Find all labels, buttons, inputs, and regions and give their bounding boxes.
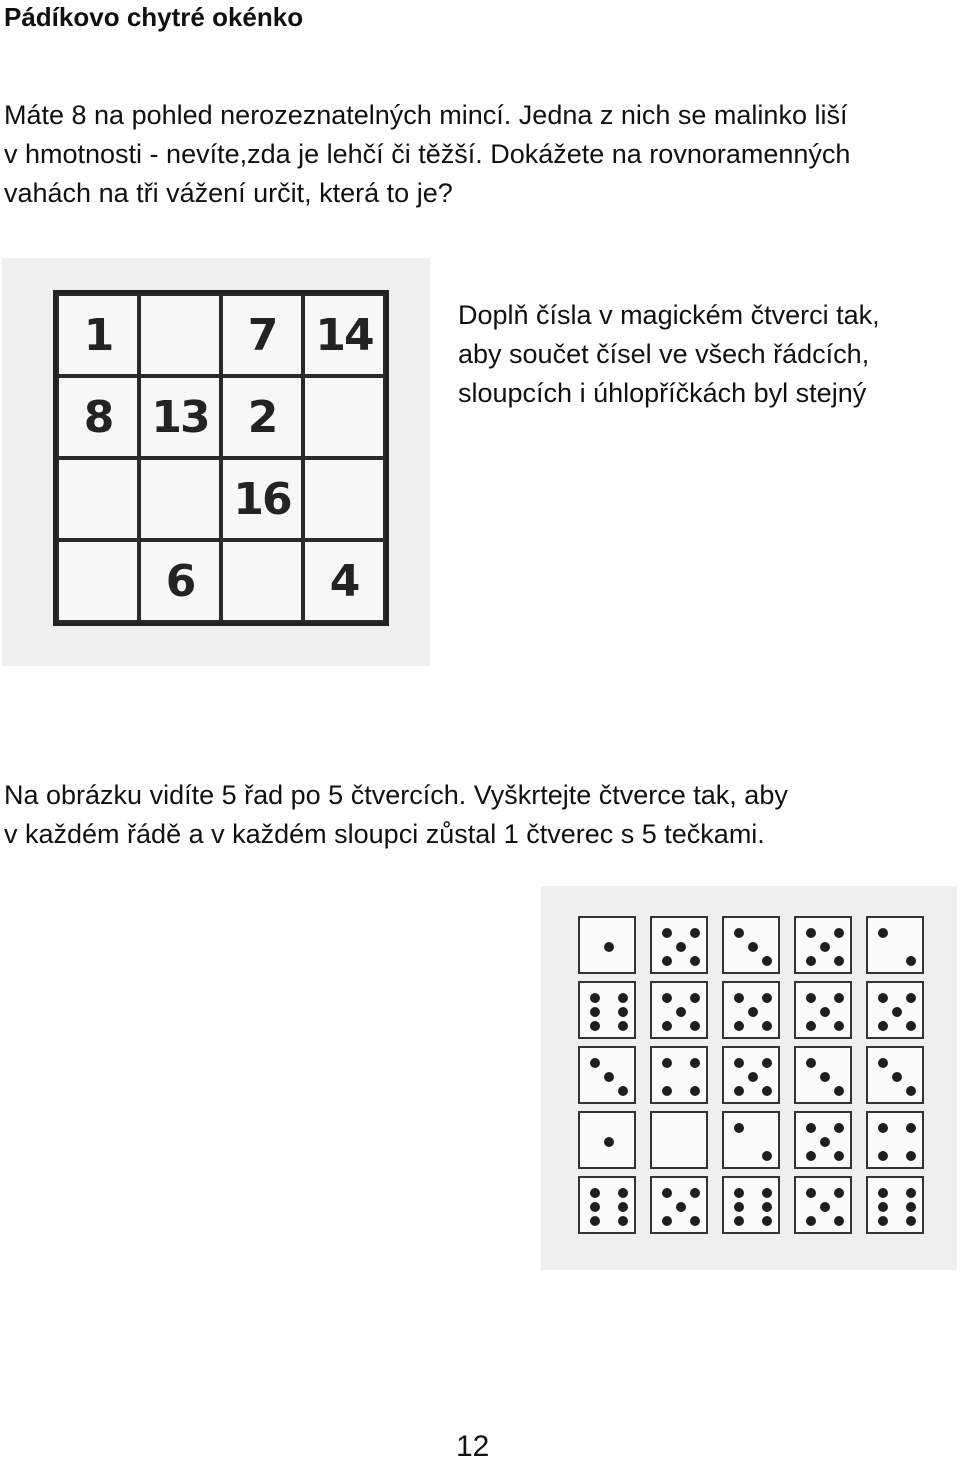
die-pip [590, 993, 600, 1003]
die-pip [906, 1086, 916, 1096]
die-pip [734, 1202, 744, 1212]
die-pip [762, 1021, 772, 1031]
magic-square-line: sloupcích i úhlopříčkách byl stejný [458, 378, 867, 408]
magic-square-cell[interactable] [303, 458, 385, 540]
die-pip [690, 1188, 700, 1198]
die-pip [690, 1086, 700, 1096]
die-pip [878, 1151, 888, 1161]
die-pip [834, 956, 844, 966]
die-pip [834, 1151, 844, 1161]
die-pip [618, 1216, 628, 1226]
die-pip [762, 1216, 772, 1226]
die-pip [762, 993, 772, 1003]
magic-square-cell[interactable]: 7 [221, 294, 303, 376]
die-pip [820, 1202, 830, 1212]
die-pip [878, 1202, 888, 1212]
die-pip [878, 928, 888, 938]
die-pip [734, 1123, 744, 1133]
die-pip [676, 1202, 686, 1212]
die-pip [806, 928, 816, 938]
die-pip [762, 1202, 772, 1212]
die-pip [820, 1137, 830, 1147]
die-square[interactable] [722, 1176, 780, 1234]
die-pip [762, 1058, 772, 1068]
die-pip [734, 1021, 744, 1031]
die-pip [906, 1151, 916, 1161]
die-pip [906, 1188, 916, 1198]
die-pip [878, 1188, 888, 1198]
magic-square-cell[interactable]: 4 [303, 540, 385, 622]
die-pip [734, 1216, 744, 1226]
die-pip [690, 1216, 700, 1226]
die-square[interactable] [866, 1111, 924, 1169]
die-pip [662, 928, 672, 938]
die-pip [834, 993, 844, 1003]
die-pip [734, 1086, 744, 1096]
dice-grid [578, 916, 924, 1234]
die-pip [834, 1188, 844, 1198]
die-pip [690, 1058, 700, 1068]
die-pip [906, 956, 916, 966]
die-pip [806, 956, 816, 966]
page-title: Pádíkovo chytré okénko [4, 2, 304, 32]
magic-square-line: Doplň čísla v magickém čtverci tak, [458, 300, 880, 330]
die-square[interactable] [650, 1176, 708, 1234]
die-square[interactable] [866, 916, 924, 974]
die-square[interactable] [578, 916, 636, 974]
die-pip [690, 928, 700, 938]
die-pip [662, 1188, 672, 1198]
die-pip [662, 1216, 672, 1226]
die-square[interactable] [722, 916, 780, 974]
die-pip [834, 1216, 844, 1226]
die-pip [906, 1123, 916, 1133]
die-square[interactable] [722, 1046, 780, 1104]
die-pip [748, 942, 758, 952]
magic-square-text [458, 296, 880, 413]
die-square[interactable] [578, 1176, 636, 1234]
die-pip [690, 993, 700, 1003]
die-pip [762, 1188, 772, 1198]
die-pip [734, 993, 744, 1003]
die-pip [618, 1007, 628, 1017]
die-square[interactable] [578, 1046, 636, 1104]
die-pip [834, 1021, 844, 1031]
die-pip [806, 1151, 816, 1161]
die-pip [662, 956, 672, 966]
die-pip [662, 1021, 672, 1031]
magic-square-cell[interactable]: 6 [139, 540, 221, 622]
die-pip [590, 1216, 600, 1226]
die-pip [690, 1021, 700, 1031]
die-pip [878, 1058, 888, 1068]
page-number: 12 [456, 1430, 490, 1463]
dice-puzzle-line: Na obrázku vidíte 5 řad po 5 čtvercích. Vyškrtejte čtverce tak, aby [4, 780, 788, 810]
die-pip [604, 1137, 614, 1147]
die-square[interactable] [650, 981, 708, 1039]
die-pip [676, 1007, 686, 1017]
magic-square-cell[interactable]: 1 [57, 294, 139, 376]
dice-puzzle-text [4, 776, 788, 854]
die-pip [618, 993, 628, 1003]
die-square[interactable] [866, 1176, 924, 1234]
die-square[interactable] [866, 1046, 924, 1104]
magic-square-cell[interactable]: 8 [57, 376, 139, 458]
coin-puzzle-text [4, 96, 850, 213]
die-pip [748, 1072, 758, 1082]
die-pip [604, 942, 614, 952]
die-pip [618, 1188, 628, 1198]
die-pip [662, 1086, 672, 1096]
die-pip [878, 993, 888, 1003]
die-pip [604, 1072, 614, 1082]
die-square[interactable] [794, 916, 852, 974]
die-pip [906, 1202, 916, 1212]
die-pip [834, 1123, 844, 1133]
die-square[interactable] [866, 981, 924, 1039]
die-square[interactable] [794, 1111, 852, 1169]
die-pip [820, 942, 830, 952]
magic-square-cell[interactable] [139, 294, 221, 376]
die-pip [676, 942, 686, 952]
die-pip [892, 1072, 902, 1082]
die-pip [618, 1086, 628, 1096]
die-pip [820, 1007, 830, 1017]
die-pip [806, 1058, 816, 1068]
magic-square-cell[interactable] [303, 376, 385, 458]
die-pip [834, 1086, 844, 1096]
die-pip [806, 1021, 816, 1031]
die-square[interactable] [722, 1111, 780, 1169]
magic-square-cell[interactable]: 13 [139, 376, 221, 458]
die-square[interactable] [794, 981, 852, 1039]
die-pip [906, 1021, 916, 1031]
magic-square-cell[interactable]: 2 [221, 376, 303, 458]
coin-puzzle-line: v hmotnosti - nevíte,zda je lehčí či těžší. Dokážete na rovnoramenných [4, 139, 851, 169]
die-pip [762, 956, 772, 966]
magic-square-cell[interactable]: 14 [303, 294, 385, 376]
die-square[interactable] [650, 1046, 708, 1104]
die-pip [734, 1188, 744, 1198]
die-pip [590, 1007, 600, 1017]
die-pip [820, 1072, 830, 1082]
die-pip [906, 993, 916, 1003]
die-pip [734, 1058, 744, 1068]
die-pip [734, 928, 744, 938]
magic-square-cell[interactable] [57, 458, 139, 540]
die-pip [762, 1151, 772, 1161]
magic-square-grid [53, 290, 389, 626]
magic-square-cell[interactable] [139, 458, 221, 540]
magic-square-line: aby součet čísel ve všech řádcích, [458, 339, 870, 369]
dice-puzzle-line: v každém řádě a v každém sloupci zůstal 1 čtverec s 5 tečkami. [4, 819, 765, 849]
die-pip [590, 1188, 600, 1198]
die-pip [590, 1021, 600, 1031]
die-pip [618, 1202, 628, 1212]
die-pip [806, 993, 816, 1003]
die-pip [906, 1216, 916, 1226]
die-pip [806, 1216, 816, 1226]
die-square[interactable] [650, 916, 708, 974]
die-pip [806, 1188, 816, 1198]
magic-square-cell[interactable]: 16 [221, 458, 303, 540]
die-pip [878, 1021, 888, 1031]
die-pip [618, 1021, 628, 1031]
die-pip [878, 1123, 888, 1133]
die-square[interactable] [650, 1111, 708, 1169]
die-pip [690, 956, 700, 966]
die-pip [590, 1202, 600, 1212]
die-pip [878, 1216, 888, 1226]
die-square[interactable] [794, 1046, 852, 1104]
magic-square-cell[interactable] [57, 540, 139, 622]
die-pip [748, 1007, 758, 1017]
magic-square-cell[interactable] [221, 540, 303, 622]
die-pip [662, 993, 672, 1003]
die-square[interactable] [578, 981, 636, 1039]
die-pip [590, 1058, 600, 1068]
die-pip [892, 1007, 902, 1017]
die-pip [834, 928, 844, 938]
die-pip [762, 1086, 772, 1096]
die-pip [662, 1058, 672, 1068]
die-square[interactable] [794, 1176, 852, 1234]
coin-puzzle-line: Máte 8 na pohled nerozeznatelných mincí. Jedna z nich se malinko liší [4, 100, 848, 130]
die-square[interactable] [722, 981, 780, 1039]
die-pip [806, 1123, 816, 1133]
die-square[interactable] [578, 1111, 636, 1169]
coin-puzzle-line: vahách na tři vážení určit, která to je? [4, 178, 453, 208]
